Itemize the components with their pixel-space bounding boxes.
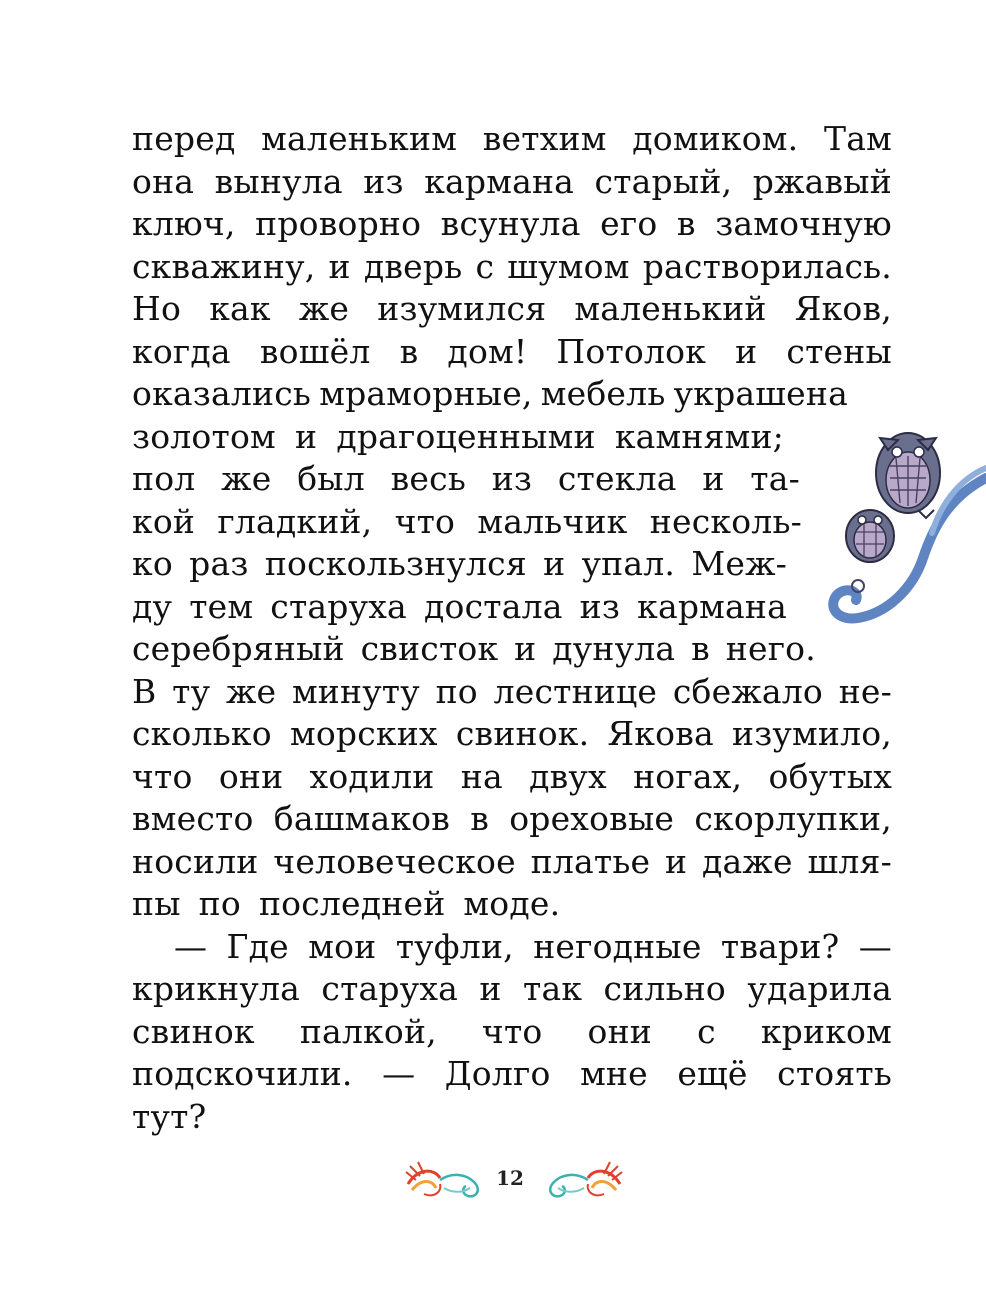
word: дверь [363, 246, 463, 286]
word: ударила [747, 969, 892, 1008]
word: Там [824, 119, 892, 158]
word: мальчик [477, 501, 628, 541]
word: же [221, 459, 272, 498]
word: они [218, 756, 284, 796]
word: та- [750, 459, 800, 498]
word: перед [132, 119, 236, 158]
word: раз [189, 544, 249, 583]
word: палкой, [299, 1011, 437, 1051]
word: В [132, 671, 157, 711]
word: из [491, 459, 533, 498]
word: Потолок [556, 331, 707, 371]
word: ногах, [633, 756, 743, 796]
word: всунула [440, 204, 581, 243]
word: последней [258, 884, 446, 923]
word: с [697, 1011, 716, 1051]
word: что [481, 1011, 543, 1051]
word: ходили [309, 756, 435, 796]
word: пы [132, 884, 181, 923]
word: и [665, 841, 688, 881]
word: как [209, 289, 271, 328]
text-line [132, 841, 892, 884]
word: не- [838, 671, 892, 711]
word: ко [132, 544, 173, 583]
word: изумило, [732, 714, 892, 753]
word: Но [132, 289, 182, 328]
word: растворилась. [642, 246, 892, 286]
word: когда [132, 331, 231, 371]
word: дунула [552, 629, 676, 668]
word: сбежало [672, 671, 823, 711]
text-line [132, 1011, 892, 1054]
word: мои [308, 926, 377, 966]
text-line [132, 628, 816, 671]
word: ключ, [132, 204, 236, 243]
text-line [132, 756, 892, 799]
word: и [328, 246, 351, 286]
word: его [600, 204, 658, 243]
word: — [382, 1054, 416, 1093]
word: маленьким [261, 119, 458, 158]
word: платье [530, 841, 651, 881]
text-line [132, 161, 892, 204]
word: дом! [447, 331, 528, 371]
word: старуха [270, 586, 407, 626]
word: замочную [715, 204, 892, 243]
text-line [132, 543, 787, 586]
word: сильно [603, 969, 726, 1008]
word: проворно [255, 204, 422, 243]
word: стены [786, 331, 892, 371]
text-line [132, 671, 892, 714]
word: камнями; [614, 416, 784, 456]
flourish-right-icon [538, 1158, 624, 1204]
word: — [858, 926, 892, 966]
text-line [132, 246, 892, 289]
word: был [297, 459, 365, 498]
text-line [132, 288, 892, 331]
word: и [479, 969, 502, 1008]
word: по [198, 884, 241, 923]
word: подскочили. [132, 1054, 353, 1093]
word: скорлупки, [694, 799, 892, 838]
word: стоять [777, 1054, 892, 1093]
story-text [132, 118, 892, 1138]
word: в [676, 204, 696, 243]
word: твари? [720, 926, 840, 966]
word: из [579, 586, 621, 626]
text-line [132, 203, 892, 246]
word: гладкий, [217, 501, 373, 541]
text-line [132, 416, 784, 459]
word: мне [580, 1054, 648, 1093]
word: они [587, 1011, 653, 1051]
page-footer [0, 1158, 986, 1208]
word: поскользнулся [264, 544, 527, 583]
word: упал. [581, 544, 676, 583]
word: изумился [377, 289, 547, 328]
text-line [132, 926, 892, 969]
word: Меж- [691, 544, 787, 583]
text-line [132, 1053, 892, 1096]
word: кармана [424, 161, 575, 201]
word: него. [725, 629, 816, 668]
word: тут? [132, 1096, 207, 1136]
word: ду [132, 586, 173, 626]
word: вошёл [259, 331, 371, 371]
word: мебель [540, 374, 666, 413]
word: старый, [594, 161, 733, 201]
word: тем [189, 586, 254, 626]
text-line [132, 968, 892, 1011]
word: маленький [574, 289, 767, 328]
word: из [363, 161, 404, 201]
word: негодные [533, 926, 702, 966]
word: и [702, 459, 725, 498]
word: оказались [132, 374, 312, 413]
word: криком [760, 1011, 892, 1051]
word: моде. [463, 884, 561, 923]
word: достала [423, 586, 563, 626]
word: на [460, 756, 503, 796]
word: же [225, 671, 277, 711]
page-number: 12 [496, 1166, 524, 1190]
word: человеческое [273, 841, 516, 881]
word: свинок [132, 1011, 255, 1051]
word: драгоценными [336, 416, 596, 456]
word: кармана [637, 586, 787, 626]
word: старуха [321, 969, 459, 1008]
text-line [132, 331, 892, 374]
word: свинок. [455, 714, 590, 753]
text-line [132, 373, 848, 416]
word: ветхим [482, 119, 607, 158]
word: двух [529, 756, 607, 796]
word: и [543, 544, 566, 583]
word: вместо [132, 799, 254, 838]
word: ещё [677, 1054, 748, 1093]
word: и [735, 331, 758, 371]
word: и [295, 416, 318, 456]
word: носили [132, 841, 259, 881]
word: по [435, 671, 478, 711]
word: обутых [768, 756, 892, 796]
word: в [399, 331, 419, 371]
word: что [132, 756, 193, 796]
word: с [475, 246, 495, 286]
word: даже [702, 841, 793, 881]
word: ореховые [509, 799, 675, 838]
word: свисток [360, 629, 499, 668]
word: Якова [607, 714, 714, 753]
text-line [132, 501, 802, 544]
word: скважину, [132, 246, 316, 286]
word: Где [226, 926, 289, 966]
word: так [523, 969, 583, 1008]
word: в [470, 799, 489, 838]
word: золотом [132, 416, 276, 456]
text-line [132, 883, 892, 926]
word: кой [132, 501, 196, 541]
word: минуту [291, 671, 420, 711]
word: несколь- [649, 501, 802, 541]
word: шумом [507, 246, 630, 286]
word: домиком. [632, 119, 799, 158]
word: же [298, 289, 350, 328]
text-line [132, 713, 892, 756]
word: морских [289, 714, 438, 753]
text-line [132, 458, 800, 501]
word: крикнула [132, 969, 301, 1008]
word: вынула [214, 161, 343, 201]
word: мраморные, [319, 374, 533, 413]
word: весь [390, 459, 466, 498]
word: ржавый [752, 161, 892, 201]
word: пол [132, 459, 196, 498]
word: Долго [444, 1054, 551, 1093]
word: она [132, 161, 195, 201]
word: лестнице [493, 671, 658, 711]
word: башмаков [273, 799, 451, 838]
word: украшена [673, 374, 848, 413]
word: — [174, 926, 208, 966]
word: шля- [807, 841, 892, 881]
word: что [394, 501, 456, 541]
word: стекла [557, 459, 677, 498]
word: серебряный [132, 629, 345, 668]
text-line [132, 798, 892, 841]
word: сколько [132, 714, 272, 753]
text-line [132, 586, 787, 629]
text-line [132, 118, 892, 161]
word: ту [172, 671, 211, 711]
word: и [514, 629, 537, 668]
word: Яков, [794, 289, 892, 328]
owls-on-branch-illustration [828, 418, 986, 628]
text-line [132, 1096, 892, 1139]
word: в [691, 629, 710, 668]
word: туфли, [395, 926, 514, 966]
